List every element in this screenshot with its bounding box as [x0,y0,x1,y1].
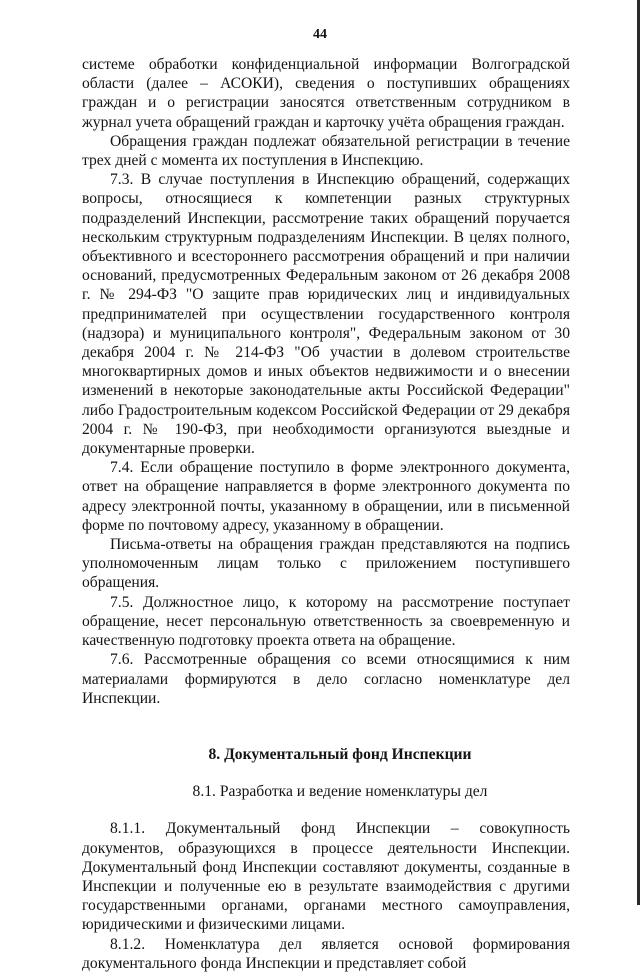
paragraph-7-6: 7.6. Рассмотренные обращения со всеми относящимися к ним материалами формируются в дело согласно номенклатуре дел Инспекции. [82,651,570,707]
paragraph-reply-letters: Письма-ответы на обращения граждан представляются на подпись уполномоченным лицам только с приложением поступившего обращения. [82,536,570,592]
paragraph-7-4: 7.4. Если обращение поступило в форме электронного документа, ответ на обращение направляется в форме электронного документа по адресу электронной почты, указанному в обращении, или в письменной форме по почтовому адресу, указанному в обращении. [82,459,570,534]
subsection-heading-8-1: 8.1. Разработка и ведение номенклатуры дел [192,783,488,801]
paragraph-8-1-2: 8.1.2. Номенклатура дел является основой формирования документального фонда Инспекции и представляет собой [82,935,570,972]
document-body [82,55,570,973]
page-number: 44 [313,27,327,42]
spacer [82,764,570,782]
paragraph-7-3: 7.3. В случае поступления в Инспекцию обращений, содержащих вопросы, относящиеся к компетенции разных структурных подразделений Инспекции, рассмотрение таких обращений поручается нескольким структурным подразделениям Инспекции. В целях полного, объективного и всестороннего рассмотрения обращений и при наличии оснований, предусмотренных Федеральным законом от 26 декабря 2008 г. № 294-ФЗ "О защите прав юридических лиц и индивидуальных предпринимателей при осуществлении государственного контроля (надзора) и муниципального контроля", Федеральным законом от 30 декабря 2004 г. № 214-ФЗ "Об участии в долевом строительстве многоквартирных домов и иных объектов недвижимости и о внесении изменений в некоторые законодательные акты Российской Федерации" либо Градостроительным кодексом Российской Федерации от 29 декабря 2004 г. № 190-ФЗ, при необходимости организуются выездные и документарные проверки. [82,171,570,458]
paragraph-registration-deadline: Обращения граждан подлежат обязательной регистрации в течение трех дней с момента их поступления в Инспекцию. [82,132,570,170]
section-heading-8: 8. Документальный фонд Инспекции [208,745,472,763]
spacer [82,801,570,819]
paragraph-asoki-continuation: системе обработки конфиденциальной информации Волгоградской области (далее – АСОКИ), сведения о поступивших обращениях граждан и о регистрации заносятся ответственным сотрудником в журнал учета обращений граждан и карточку учёта обращения граждан. [82,56,570,131]
spacer [82,708,570,745]
paragraph-7-5: 7.5. Должностное лицо, к которому на рассмотрение поступает обращение, несет персональную ответственность за своевременную и качественную подготовку проекта ответа на обращение. [82,593,570,650]
paragraph-8-1-1: 8.1.1. Документальный фонд Инспекции – совокупность документов, образующихся в процессе деятельности Инспекции. Документальный фонд Инспекции составляют документы, созданные в Инспекции и полученные ею в результате взаимодействия с другими государственными органами, органами местного самоуправления, юридическими и физическими лицами. [82,820,570,934]
